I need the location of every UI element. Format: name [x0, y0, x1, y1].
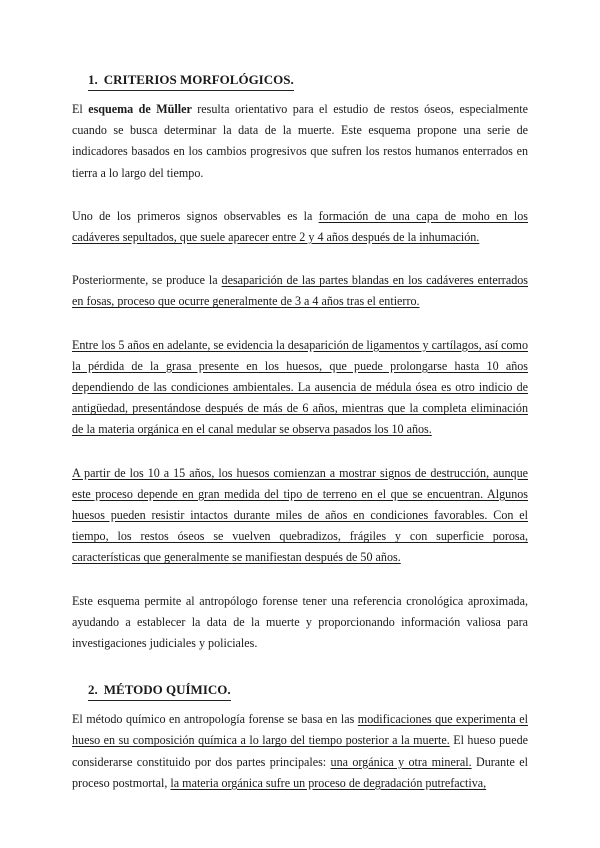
- underlined-text: la materia orgánica sufre un proceso de degradación putrefactiva,: [170, 775, 487, 790]
- text-run: El: [72, 102, 89, 116]
- text-run: El hueso puede considerarse constituido por dos partes principales:: [72, 733, 528, 769]
- paragraph-conclusion: [72, 591, 528, 655]
- text-run: El método químico en antropología forense se basa en las: [72, 712, 358, 727]
- paragraph-muller-scheme: [72, 99, 528, 184]
- section-heading-morphological: [88, 70, 294, 91]
- section-title: CRITERIOS MORFOLÓGICOS.: [103, 72, 294, 87]
- paragraph-bone-destruction: [72, 463, 528, 569]
- text-run: Posteriormente, se produce la: [72, 273, 222, 288]
- paragraph-mold-layer: [72, 206, 528, 248]
- section-number: 1.: [88, 72, 98, 87]
- section-heading-chemical: [88, 680, 231, 701]
- text-run: Este esquema permite al antropólogo forense tener una referencia cronológica aproximada, ayudando a establecer la data de la muerte y proporcionando información valiosa para investigaciones judiciales y policiales.: [72, 593, 528, 651]
- paragraph-ligaments: [72, 335, 528, 441]
- section-title: MÉTODO QUÍMICO.: [103, 682, 231, 698]
- paragraph-soft-tissue: [72, 270, 528, 312]
- underlined-text: formación de una capa de moho en los cadáveres sepultados, que suele aparecer entre 2 y 4 años después de la inhumación.: [72, 208, 528, 245]
- text-run: resulta orientativo para el estudio de restos óseos, especialmente cuando se busca determinar la data de la muerte. Este esquema propone una serie de indicadores basados en los cambios progresivos que sufren los restos humanos enterrados en tierra a lo largo del tiempo.: [72, 102, 528, 180]
- text-run: Uno de los primeros signos observables es la: [72, 208, 319, 223]
- underlined-text: desaparición de las partes blandas en los cadáveres enterrados en fosas, proceso que ocurre generalmente de 3 a 4 años tras el entierro.: [72, 273, 528, 309]
- underlined-text: modificaciones que experimenta el hueso en su composición química a lo largo del tiempo posterior a la muerte.: [72, 712, 529, 748]
- paragraph-chemical-method: [72, 709, 528, 794]
- underlined-text: Entre los 5 años en adelante, se evidencia la desaparición de ligamentos y cartílagos, así como la pérdida de la grasa presente en los huesos, que puede prolongarse hasta 10 años dependiendo de las condiciones ambientales. La ausencia de médula ósea es otro indicio de antigüedad, presentándose después de más de 6 años, mientras que la completa eliminación de la materia orgánica en el canal medular se observa pasados los 10 años.: [72, 337, 528, 437]
- section-number: 2.: [88, 682, 98, 698]
- bold-term: esquema de Müller: [88, 102, 192, 116]
- text-run: Durante el proceso postmortal,: [72, 754, 528, 790]
- underlined-text: A partir de los 10 a 15 años, los huesos comienzan a mostrar signos de destrucción, aunque este proceso depende en gran medida del tipo de terreno en el que se encuentran. Algunos huesos pueden resistir intactos durante miles de años en condiciones favorables. Con el tiempo, los restos óseos se vuelven quebradizos, frágiles y con superficie porosa, características que generalmente se manifiestan después de 50 años.: [72, 465, 528, 565]
- underlined-text: una orgánica y otra mineral.: [330, 754, 472, 769]
